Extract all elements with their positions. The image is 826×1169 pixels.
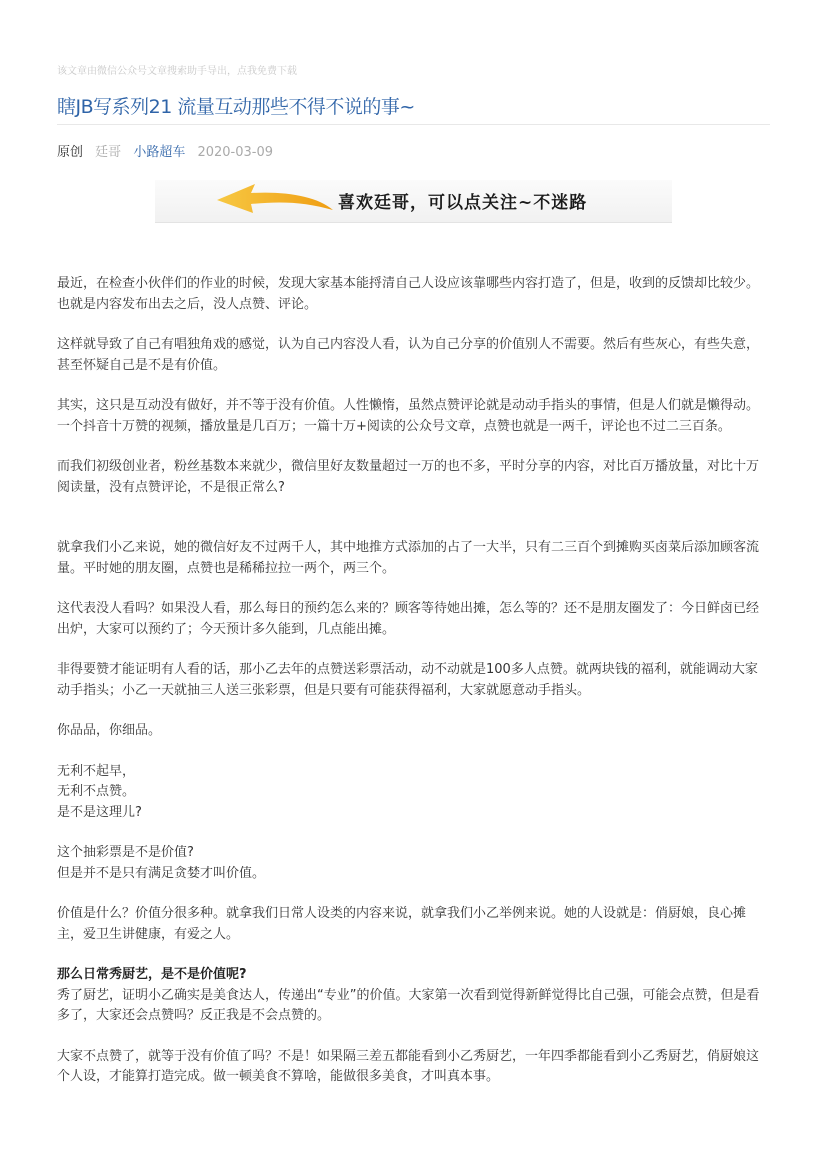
- article-body: [57, 254, 769, 1088]
- paragraph-text: 秀了厨艺，证明小乙确实是美食达人，传递出“专业”的价值。大家第一次看到觉得新鲜觉得比自己强，可能会点赞，但是看多了，大家还会点赞吗？反正我是不会点赞的。: [57, 987, 760, 1023]
- account-name-link[interactable]: 小路超车: [133, 145, 186, 160]
- line-group: [57, 762, 769, 824]
- export-notice-link[interactable]: 该文章由微信公众号文章搜索助手导出，点我免费下载: [57, 66, 297, 77]
- author-name: 廷哥: [95, 145, 122, 160]
- paragraph: 而我们初级创业者，粉丝基数本来就少，微信里好友数量超过一万的也不多，平时分享的内容，对比百万播放量，对比十万阅读量，没有点赞评论，不是很正常么?: [57, 459, 760, 495]
- paragraph: 大家不点赞了，就等于没有价值了吗？不是！如果隔三差五都能看到小乙秀厨艺，一年四季都能看到小乙秀厨艺，俏厨娘这个人设，才能算打造完成。做一顿美食不算啥，能做很多美食，才叫真本事。: [57, 1048, 760, 1084]
- paragraph: 这样就导致了自己有唱独角戏的感觉，认为自己内容没人看，认为自己分享的价值别人不需要。然后有些灰心，有些失意，甚至怀疑自己是不是有价值。: [57, 337, 760, 373]
- text-line: 无利不起早，: [57, 763, 136, 779]
- text-line: 是不是这理儿?: [57, 804, 142, 820]
- paragraph: 这代表没人看吗？如果没人看，那么每日的预约怎么来的？顾客等待她出摊，怎么等的？还不是朋友圈发了：今日鲜卤已经出炉，大家可以预约了；今天预计多久能到，几点能出摊。: [57, 601, 760, 637]
- paragraph: 你品品，你细品。: [57, 723, 162, 738]
- line-group: [57, 843, 769, 884]
- paragraph: 价值是什么？价值分很多种。就拿我们日常人设类的内容来说，就拿我们小乙举例来说。她的人设就是：俏厨娘，良心摊主，爱卫生讲健康，有爱之人。: [57, 906, 747, 942]
- banner-caption: 喜欢廷哥，可以点关注~不迷路: [338, 193, 588, 213]
- article-title: 瞎JB写系列21 流量互动那些不得不说的事~: [57, 96, 415, 118]
- paragraph-with-heading: [57, 965, 769, 1027]
- text-line: 但是并不是只有满足贪婪才叫价值。: [57, 865, 266, 881]
- paragraph: 最近，在检查小伙伴们的作业的时候，发现大家基本能捋清自己人设应该靠哪些内容打造了，但是，收到的反馈却比较少。也就是内容发布出去之后，没人点赞、评论。: [57, 276, 760, 312]
- paragraph: 非得要赞才能证明有人看的话，那小乙去年的点赞送彩票活动，动不动就是100多人点赞。就两块钱的福利，就能调动大家动手指头；小乙一天就抽三人送三张彩票，但是只要有可能获得福利，大家就愿意动手指头。: [57, 662, 758, 698]
- publish-date: 2020-03-09: [197, 145, 274, 160]
- article-meta: [57, 141, 281, 160]
- paragraph: 就拿我们小乙来说，她的微信好友不过两千人，其中地推方式添加的占了一大半，只有二三百个到摊购买卤菜后添加顾客流量。平时她的朋友圈，点赞也是稀稀拉拉一两个，两三个。: [57, 540, 760, 576]
- text-line: 这个抽彩票是不是价值?: [57, 845, 194, 860]
- section-heading: 那么日常秀厨艺，是不是价值呢?: [57, 967, 247, 982]
- title-divider: [57, 124, 770, 125]
- paragraph: 其实，这只是互动没有做好，并不等于没有价值。人性懒惰，虽然点赞评论就是动动手指头的事情，但是人们就是懒得动。一个抖音十万赞的视频，播放量是几百万；一篇十万+阅读的公众号文章，点赞也就是一两千，评论也不过二三百条。: [57, 398, 760, 434]
- follow-banner-image: [155, 180, 672, 223]
- original-tag: 原创: [57, 145, 84, 160]
- text-line: 无利不点赞。: [57, 784, 136, 799]
